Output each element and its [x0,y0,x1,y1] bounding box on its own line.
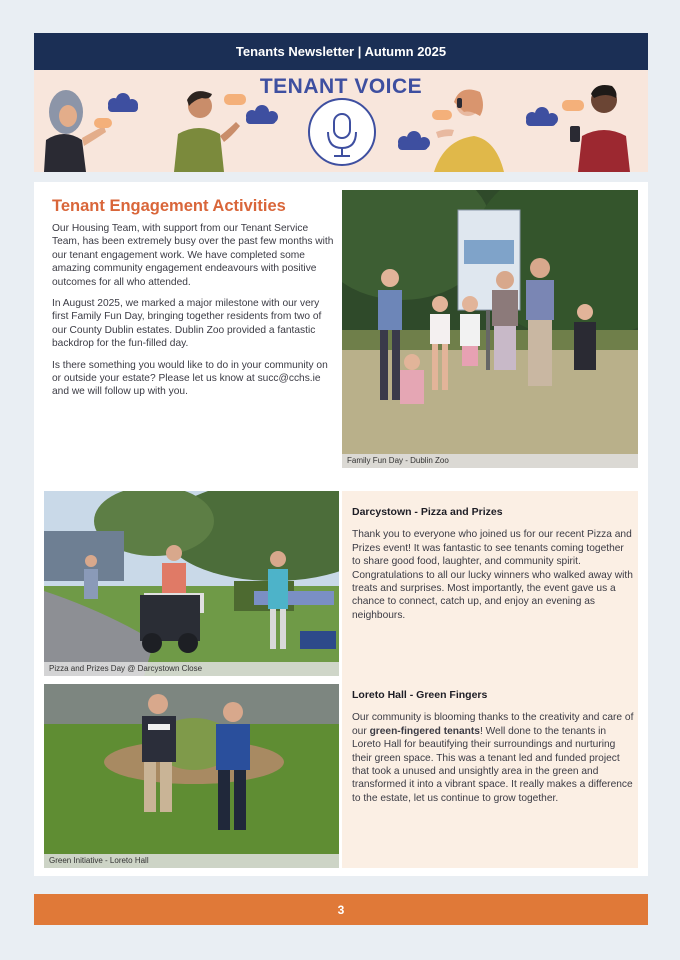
article-body [352,711,634,805]
newsletter-title: Tenants Newsletter | Autumn 2025 [235,44,447,59]
photo-family-fun-day [342,190,638,468]
newsletter-header [34,33,648,70]
article-title: Darcystown - Pizza and Prizes [352,506,503,518]
page-footer [34,894,648,925]
article-body: Thank you to everyone who joined us for our recent Pizza and Prizes event! It was fantastic to see tenants coming together to share good food, laughter, and community spirit. Congratulations to all our lucky winners who walked away with treats and surprises. Most importantly, the event gave us a chance to connect, catch up, and enjoy an evening as neighbours. [352,529,633,621]
speech-cloud-2 [246,105,278,124]
speech-cloud-3 [398,131,430,150]
article-darcystown [352,506,634,622]
article-title: Loreto Hall - Green Fingers [352,689,488,701]
intro-paragraph: In August 2025, we marked a major milestone with our very first Family Fun Day, bringing together residents from two of our County Dublin estates. Dublin Zoo provided a fantastic backdrop for the fun-filled day. [52,298,322,350]
section-heading: Tenant Engagement Activities [52,197,286,215]
article-body-emphasis: green-fingered tenants [369,725,480,737]
banner-title: TENANT VOICE [259,75,423,98]
photo-caption: Green Initiative - Loreto Hall [44,854,339,868]
photo-caption: Pizza and Prizes Day @ Darcystown Close [44,662,339,676]
article-body-text: Our community is blooming thanks to the creativity and care of our [352,712,634,737]
person-illustration-2 [174,91,246,172]
photo-caption: Family Fun Day - Dublin Zoo [342,454,638,468]
article-loreto-hall [352,689,634,805]
article-body-text: ! Well done to the tenants in Loreto Hall for beautifying their surroundings and nurturing their green space. This was a tenant led and funded project that took a unused and unsightly area in the green and transformed it into a vibrant space. It really makes a difference to the estate, let us continue to grow together. [352,725,633,804]
intro-paragraph: Our Housing Team, with support from our Tenant Service Team, has been extremely busy over the past few months with our tenant engagement work. We have completed some amazing community engagement endeavours with positive outcomes for all who attended. [52,223,334,288]
intro-text [52,222,334,407]
speech-cloud-4 [526,107,558,126]
tenant-voice-banner [34,70,648,172]
microphone-icon [309,99,375,165]
photo-pizza-and-prizes [44,491,339,676]
intro-paragraph: Is there something you would like to do in your community on or outside your estate? Please let us know at succ@cchs.ie and we will follow up with you. [52,359,328,398]
page-number: 3 [337,902,345,917]
person-illustration-1 [44,90,112,172]
person-illustration-3 [432,90,504,172]
photo-green-initiative [44,684,339,868]
